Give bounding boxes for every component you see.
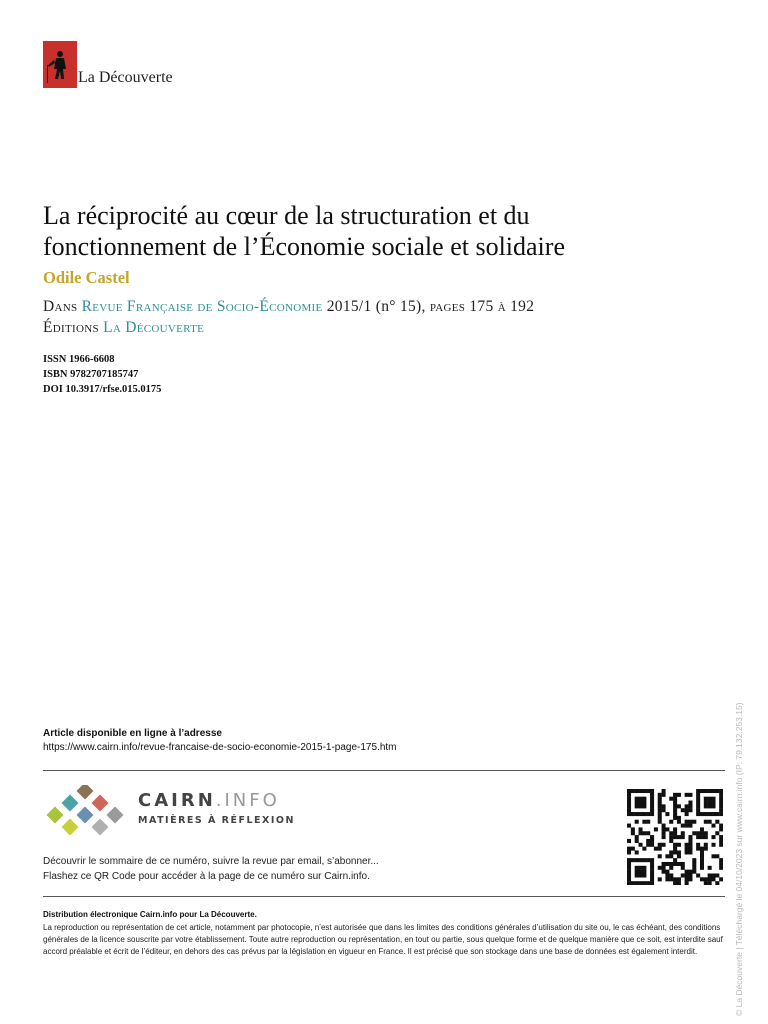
issue-link[interactable]: 2015/1 (n° 15) xyxy=(326,298,422,315)
article-title: La réciprocité au cœur de la structuration et du fonctionnement de l’Économie sociale et solidaire xyxy=(43,201,565,261)
journal-link[interactable]: Revue Française de Socio-Économie xyxy=(81,298,323,315)
pages-range: , pages 175 à 192 xyxy=(421,298,535,315)
publisher-logo xyxy=(43,41,193,91)
issue-description: Découvrir le sommaire de ce numéro, suivre la revue par email, s’abonner... xyxy=(43,856,379,867)
editions-link[interactable]: La Découverte xyxy=(103,319,205,336)
download-stamp: © La Découverte | Téléchargé le 04/10/2023 sur www.cairn.info (IP: 79.132.253.15) xyxy=(734,702,744,1016)
qr-code[interactable] xyxy=(627,789,723,885)
isbn: ISBN 9782707185747 xyxy=(43,369,139,380)
doi: DOI 10.3917/rfse.015.0175 xyxy=(43,384,162,395)
divider xyxy=(43,896,725,897)
publication-line xyxy=(43,298,534,316)
cairn-tagline: MATIÈRES À RÉFLEXION xyxy=(138,815,295,826)
cairn-name-main: CAIRN xyxy=(138,790,216,811)
cairn-wordmark xyxy=(138,790,280,811)
publisher-logo-mark xyxy=(43,41,77,88)
cairn-logo-icon[interactable] xyxy=(43,785,127,837)
qr-instruction: Flashez ce QR Code pour accéder à la page de ce numéro sur Cairn.info. xyxy=(43,871,370,882)
availability-label: Article disponible en ligne à l’adresse xyxy=(43,728,222,739)
publisher-name: La Découverte xyxy=(78,69,173,86)
legal-notice: La reproduction ou représentation de cet article, notamment par photocopie, n’est autorisée que dans les limites des conditions générales d’utilisation du site ou, le cas échéant, des conditions générales de la licence souscrite par votre établissement. Toute autre reproduction ou représentation, en tout ou partie, sous quelque forme et de quelque manière que ce soit, est interdite sauf accord préalable et écrit de l’éditeur, en dehors des cas prévus par la législation en vigueur en France. Il est précisé que son stockage dans une base de données est également interdit. xyxy=(43,923,723,956)
cairn-name-suffix: .INFO xyxy=(215,790,280,811)
editions-line xyxy=(43,319,204,337)
publication-prefix: Dans xyxy=(43,298,78,315)
editions-prefix: Éditions xyxy=(43,319,99,336)
issn: ISSN 1966-6608 xyxy=(43,354,115,365)
distribution-label: Distribution électronique Cairn.info pour La Découverte. xyxy=(43,910,257,919)
divider xyxy=(43,770,725,771)
availability-url[interactable]: https://www.cairn.info/revue-francaise-de-socio-economie-2015-1-page-175.htm xyxy=(43,742,397,753)
article-author[interactable]: Odile Castel xyxy=(43,268,130,287)
